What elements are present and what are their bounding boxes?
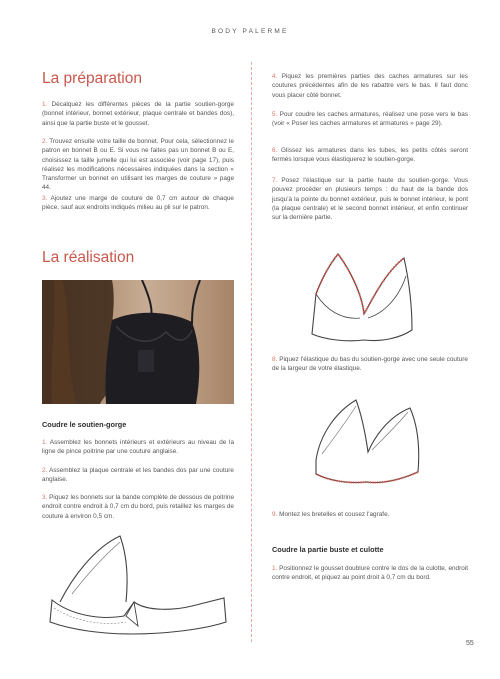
subsection-title: Coudre le soutien-gorge: [42, 420, 127, 429]
realisation-title: La réalisation: [42, 249, 135, 266]
photo-illustration: [42, 280, 234, 404]
step-number: 2.: [42, 138, 48, 145]
step-text: Pour coudre les caches armatures, réalisez une pose vers le bas (voir « Poser les caches armatures et armatures » page 29).: [272, 111, 468, 128]
running-header: BODY PALERME: [211, 28, 289, 35]
right-step-7: [272, 176, 468, 222]
preparation-title: La préparation: [42, 70, 142, 87]
step-number: 1.: [42, 101, 48, 108]
step-text: Trouvez ensuite votre taille de bonnet. Pour cela, sélectionnez le patron en bonnet B ou E. Si vous ne faites pas un bonnet B ou E, choisissez la taille jumelle qui lui est associée (voir page 17), puis réalisez les modifications nécessaires indiquées dans la section « Transformer un bonnet en utilisant les marges de couture » page 44.: [42, 138, 234, 192]
right-step-4: [272, 72, 468, 100]
preparation-step-3: [42, 194, 234, 213]
step-number: 1.: [272, 565, 278, 572]
bra-bottom-elastic-diagram: [310, 394, 426, 490]
page-number: 55: [466, 640, 474, 647]
step-text: Glissez les armatures dans les tubes, les petits côtés seront fermés lorsque vous élastiquerez le soutien-gorge.: [272, 147, 468, 164]
step-text: Piquez l'élastique du bas du soutien-gorge avec une seule couture de la largeur de votre élastique.: [272, 356, 468, 373]
realisation-subsection: [42, 420, 234, 429]
step-number: 4.: [272, 73, 278, 80]
realisation-step-1: [42, 438, 234, 457]
step-text: Assemblez la plaque centrale et les bandes dos par une couture anglaise.: [42, 467, 234, 484]
realisation-step-2: [42, 466, 234, 485]
step-number: 9.: [272, 511, 278, 518]
step-text: Piquez les bonnets sur la bande complète de dessous de poitrine endroit contre endroit à 0,7 cm du bord, puis retaillez les marges de couture à environ 0,5 cm.: [42, 494, 234, 520]
step-number: 6.: [272, 147, 278, 154]
step-text: Piquez les premières parties des caches armatures sur les coutures précédentes afin de les rabattre vers le bas. Il faut donc vous placer côté bonnet.: [272, 73, 469, 99]
step-number: 5.: [272, 111, 278, 118]
step-number: 3.: [42, 494, 48, 501]
column-divider: [251, 62, 252, 642]
subsection-title: Coudre la partie buste et culotte: [272, 545, 384, 554]
step-number: 7.: [272, 177, 278, 184]
right-step-6: [272, 146, 468, 165]
step-text: Montez les bretelles et cousez l'agrafe.: [279, 511, 390, 518]
step-number: 8.: [272, 356, 278, 363]
right-step-8: [272, 355, 468, 374]
bodysuit-photo: [42, 280, 234, 404]
right-step-final: [272, 564, 468, 583]
step-text: Décalquez les différentes pièces de la partie soutien-gorge (bonnet intérieur, bonnet extérieur, plaque centrale et bandes dos), ainsi que la partie buste et le gousset.: [42, 101, 234, 127]
step-text: Positionnez le gousset doublure contre le dos de la culotte, endroit contre endroit, et piquez au point droit à 0,7 cm du bord.: [272, 565, 468, 582]
preparation-step-1: [42, 100, 234, 128]
step-text: Posez l'élastique sur la partie haute du soutien-gorge. Vous pouvez procéder en plusieurs temps : du haut de la bande dos jusqu'à la pointe du bonnet extérieur, puis le bonnet intérieur, le pont (la plaque centrale) et le second bonnet intérieur, et enfin continuer sur la dernière partie.: [272, 177, 468, 222]
realisation-section: [42, 249, 234, 267]
step-number: 3.: [42, 195, 48, 202]
bra-cups-diagram: [42, 530, 232, 642]
right-step-5: [272, 110, 468, 129]
realisation-step-3: [42, 493, 234, 521]
right-subsection: [272, 545, 468, 554]
preparation-step-2: [42, 137, 234, 193]
right-step-9: [272, 510, 468, 519]
preparation-section: [42, 70, 234, 88]
step-number: 1.: [42, 439, 48, 446]
step-number: 2.: [42, 467, 48, 474]
step-text: Ajoutez une marge de couture de 0,7 cm autour de chaque pièce, sauf aux endroits indiqués milieu au pli sur le patron.: [42, 195, 234, 212]
step-text: Assemblez les bonnets intérieurs et extérieurs au niveau de la ligne de pince poitrine par une couture anglaise.: [42, 439, 234, 456]
bra-top-elastic-diagram: [308, 250, 418, 346]
